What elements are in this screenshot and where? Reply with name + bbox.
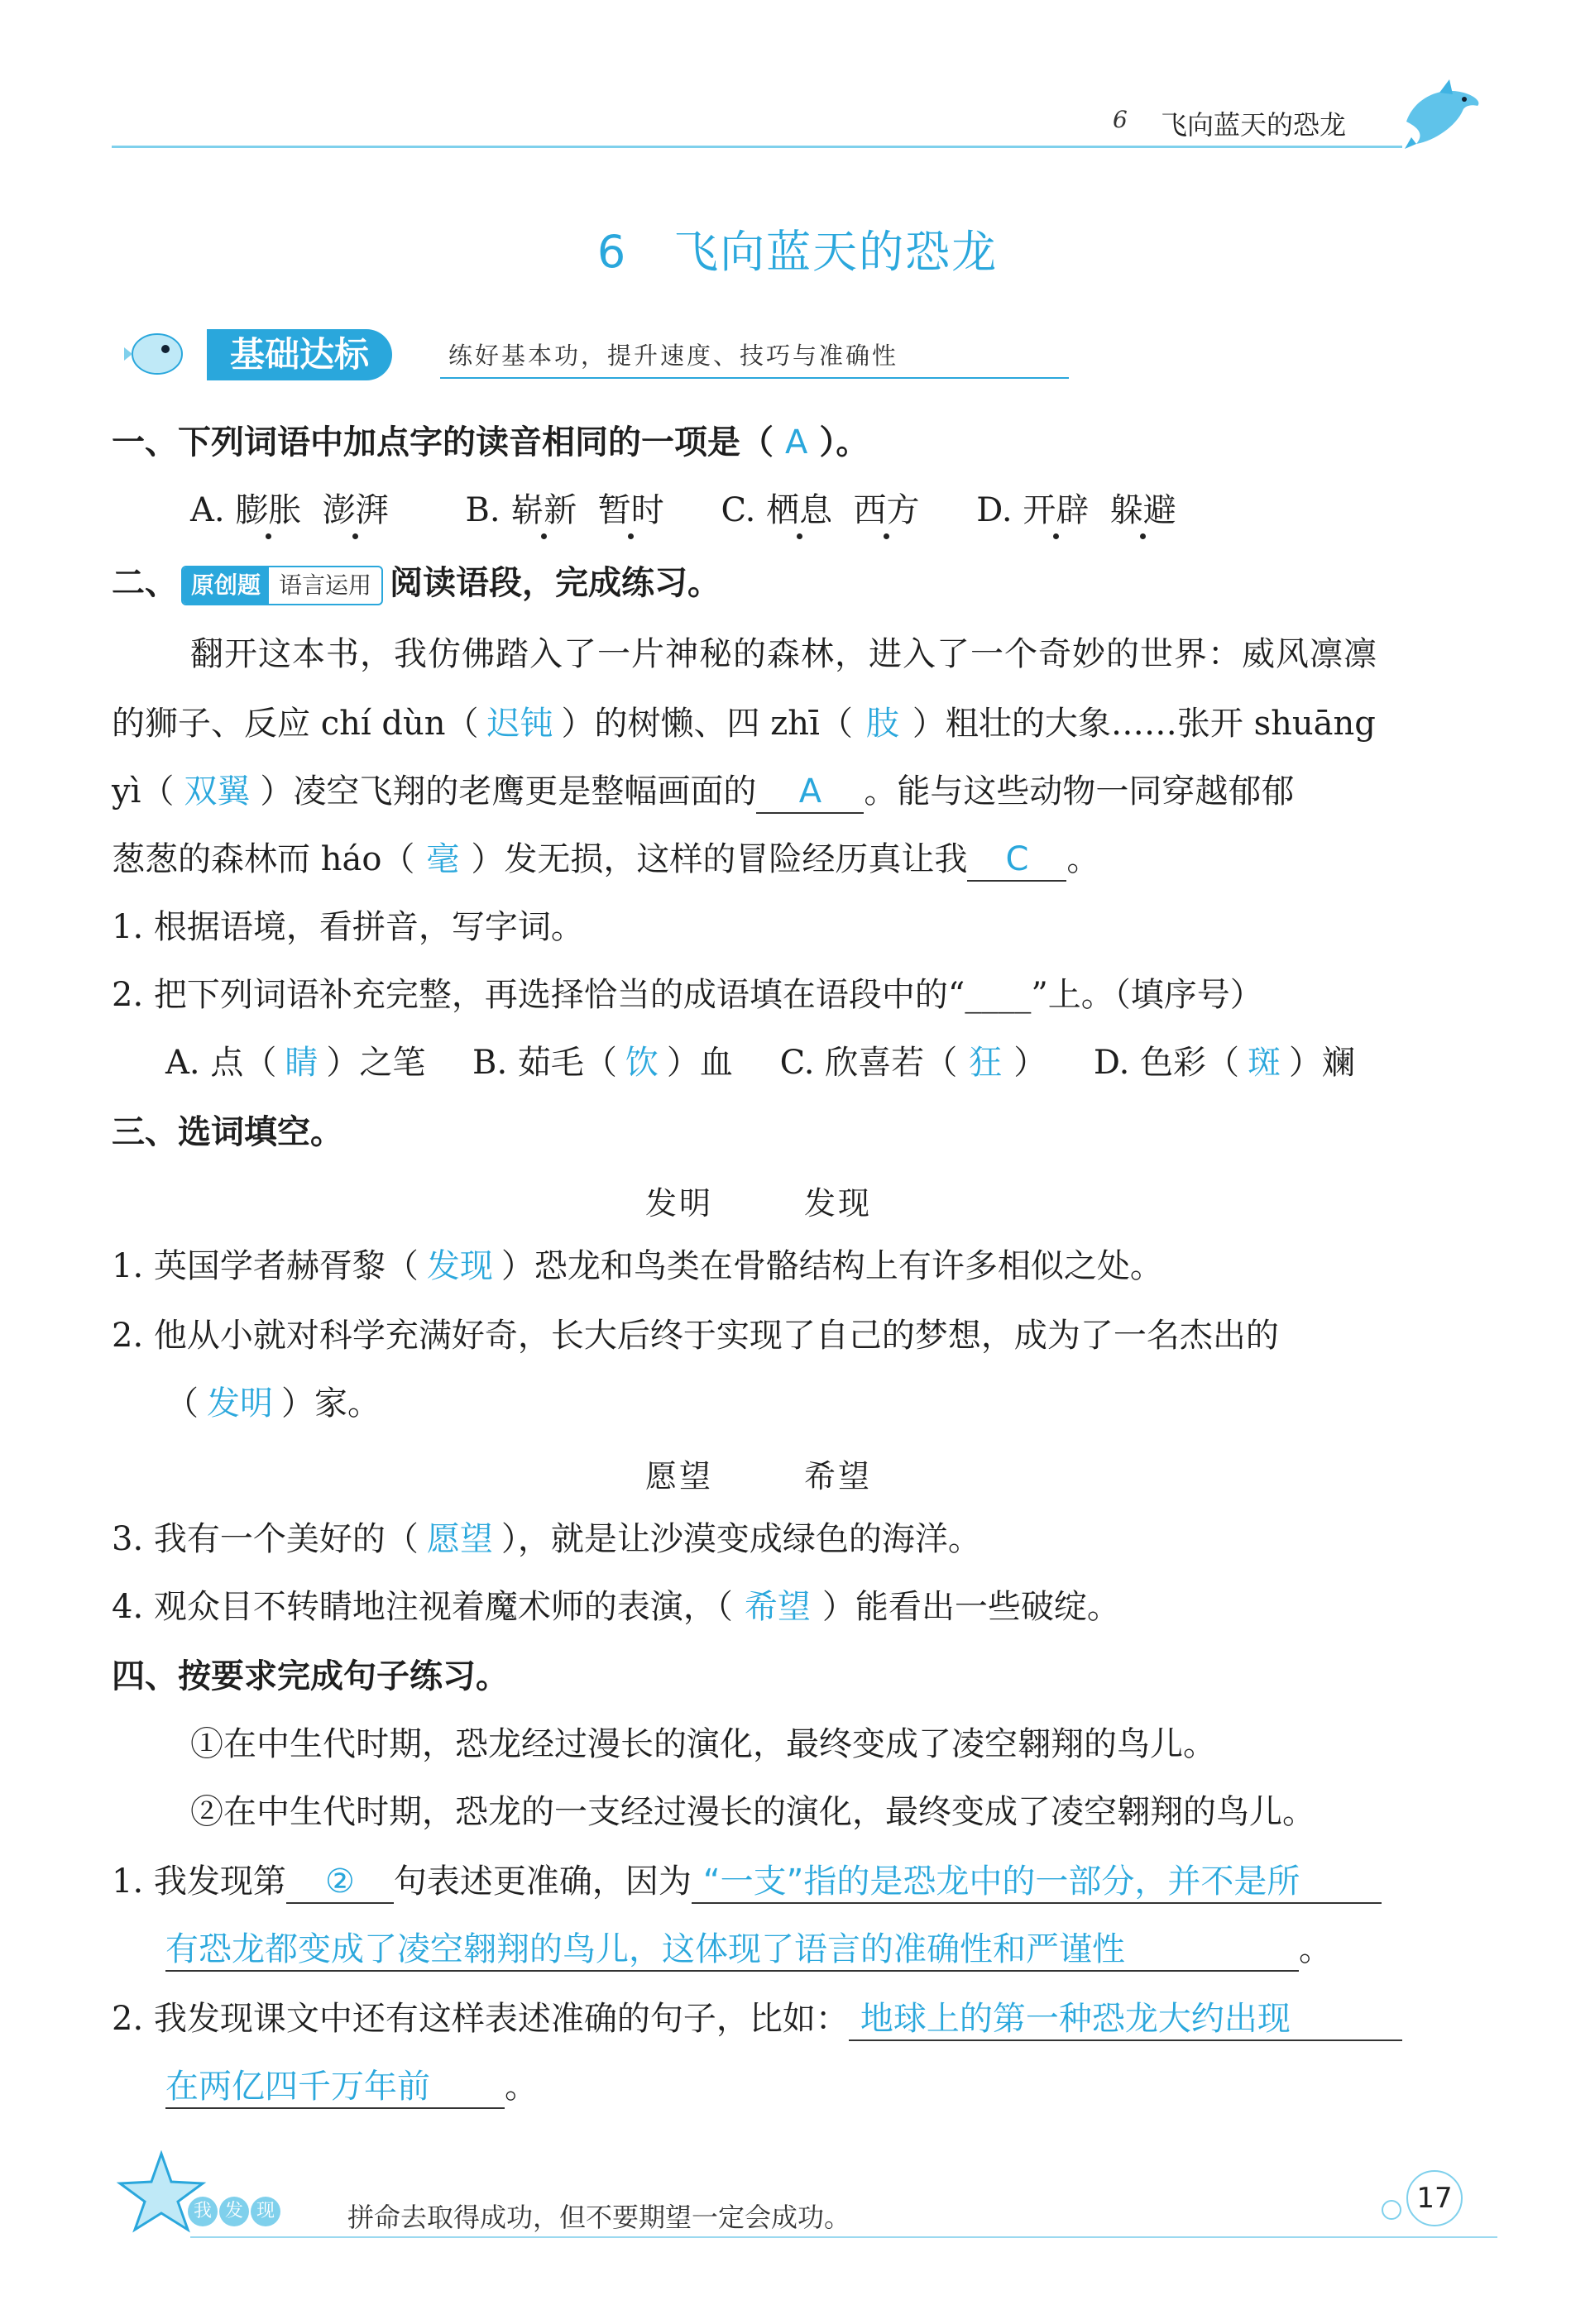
- answer-xiwang: 希望: [744, 1588, 811, 1626]
- blank-idiom-1: A: [756, 771, 864, 814]
- dolphin-icon: [1398, 76, 1489, 151]
- question-2: 二、 原创题 语言运用 阅读语段，完成练习。: [112, 562, 721, 605]
- q3-sentence-3: 3. 我有一个美好的（ 愿望 ），就是让沙漠变成绿色的海洋。: [112, 1520, 981, 1558]
- answer-yuanwang: 愿望: [426, 1520, 493, 1558]
- q3-sentence-4: 4. 观众目不转睛地注视着魔术师的表演，（ 希望 ）能看出一些破绽。: [112, 1588, 1120, 1626]
- answer-shuangyi: 双翼: [184, 772, 251, 811]
- passage-line-4: 葱葱的森林而 háo（ 毫 ）发无损，这样的冒险经历真让我 C 。: [112, 839, 1099, 882]
- section-underline: [440, 377, 1069, 379]
- q4-task-1-cont: 有恐龙都变成了凌空翱翔的鸟儿，这体现了语言的准确性和严谨性 。: [165, 1929, 1332, 1972]
- q4-task-2: 2. 我发现课文中还有这样表述准确的句子，比如： 地球上的第一种恐龙大约出现: [112, 1998, 1402, 2041]
- header-title: 飞向蓝天的恐龙: [1161, 109, 1347, 141]
- answer-hao: 毫: [426, 840, 460, 878]
- word-pair-1: 发明 发现: [645, 1185, 873, 1222]
- answer-zhi: 肢: [865, 705, 899, 743]
- word-pair-2: 愿望 希望: [645, 1458, 873, 1494]
- answer-example-line-2: 在两亿四千万年前: [165, 2066, 505, 2109]
- answer-idiom-d: 斑: [1248, 1044, 1281, 1082]
- footer-quote: 拼命去取得成功，但不要期望一定会成功。: [347, 2202, 851, 2233]
- q3-sentence-2: 2. 他从小就对科学充满好奇，长大后终于实现了自己的梦想，成为了一名杰出的: [112, 1317, 1279, 1355]
- answer-reason-line-2: 有恐龙都变成了凌空翱翔的鸟儿，这体现了语言的准确性和严谨性: [165, 1929, 1299, 1972]
- q3-sentence-1: 1. 英国学者赫胥黎（ 发现 ）恐龙和鸟类在骨骼结构上有许多相似之处。: [112, 1247, 1163, 1285]
- answer-faxian: 发现: [426, 1247, 493, 1285]
- section-tag: 基础达标: [207, 329, 392, 380]
- blank-idiom-2: C: [967, 839, 1066, 882]
- q3-sentence-2-cont: （ 发明 ）家。: [165, 1384, 381, 1423]
- passage-line-2: 的狮子、反应 chí dùn（ 迟钝 ）的树懒、四 zhī（ 肢 ）粗壮的大象……张开 shuāng: [112, 705, 1376, 743]
- original-badge: 原创题 语言运用: [181, 566, 383, 605]
- running-header: [112, 99, 1402, 149]
- answer-chidun: 迟钝: [486, 705, 553, 743]
- answer-q1: A: [785, 423, 808, 461]
- question-3: 三、选词填空。: [112, 1113, 343, 1151]
- lesson-title: 6 飞向蓝天的恐龙: [596, 226, 999, 278]
- option-b: B. 崭新 暂时: [465, 491, 664, 529]
- q4-task-2-cont: 在两亿四千万年前 。: [165, 2066, 538, 2109]
- answer-idiom-c: 狂: [969, 1044, 1003, 1082]
- answer-example-line-1: 地球上的第一种恐龙大约出现: [849, 1998, 1402, 2041]
- answer-idiom-b: 饮: [625, 1044, 659, 1082]
- passage-line-1: 翻开这本书，我仿佛踏入了一片神秘的森林，进入了一个奇妙的世界：威风凛凛: [190, 635, 1377, 673]
- question-4: 四、按要求完成句子练习。: [112, 1657, 509, 1695]
- bubble-icon: [1382, 2200, 1401, 2220]
- page-number: 17: [1406, 2170, 1463, 2226]
- q2-sub-1: 1. 根据语境，看拼音，写字词。: [112, 908, 584, 946]
- q2-sub-2: 2. 把下列词语补充完整，再选择恰当的成语填在语段中的“____”上。（填序号）: [112, 976, 1263, 1014]
- option-c: C. 栖息 西方: [721, 491, 920, 529]
- q4-task-1: 1. 我发现第 ② 句表述更准确，因为 “一支”指的是恐龙中的一部分，并不是所: [112, 1861, 1382, 1904]
- passage-line-3: yì（ 双翼 ）凌空飞翔的老鹰更是整幅画面的 A 。能与这些动物一同穿越郁郁: [112, 771, 1294, 814]
- answer-which-sentence: ②: [286, 1861, 394, 1904]
- header-number: 6: [1113, 106, 1128, 133]
- idiom-options: A. 点（ 睛 ）之笔 B. 茹毛（ 饮 ）血 C. 欣喜若（ 狂 ） D. 色彩（ 斑 ）斓: [165, 1044, 1355, 1082]
- question-1: 一、下列词语中加点字的读音相同的一项是（ A ）。: [112, 423, 869, 461]
- option-d: D. 开辟 躲避: [976, 491, 1176, 529]
- answer-faming: 发明: [207, 1384, 273, 1423]
- q1-options: [190, 490, 1176, 531]
- discover-badge: 我 发 现: [188, 2197, 282, 2226]
- answer-idiom-a: 睛: [285, 1044, 319, 1082]
- pufferfish-icon: [124, 326, 190, 379]
- footer-rule: [190, 2236, 1497, 2238]
- option-a: A. 膨胀 澎湃: [190, 491, 389, 529]
- page-footer: [112, 2150, 1485, 2241]
- section-subtitle: 练好基本功，提升速度、技巧与准确性: [448, 342, 899, 370]
- q4-sentence-1: ①在中生代时期，恐龙经过漫长的演化，最终变成了凌空翱翔的鸟儿。: [190, 1725, 1216, 1763]
- answer-reason-line-1: “一支”指的是恐龙中的一部分，并不是所: [692, 1861, 1382, 1904]
- header-rule: [112, 146, 1402, 148]
- q4-sentence-2: ②在中生代时期，恐龙的一支经过漫长的演化，最终变成了凌空翱翔的鸟儿。: [190, 1793, 1315, 1831]
- section-banner: [124, 323, 951, 389]
